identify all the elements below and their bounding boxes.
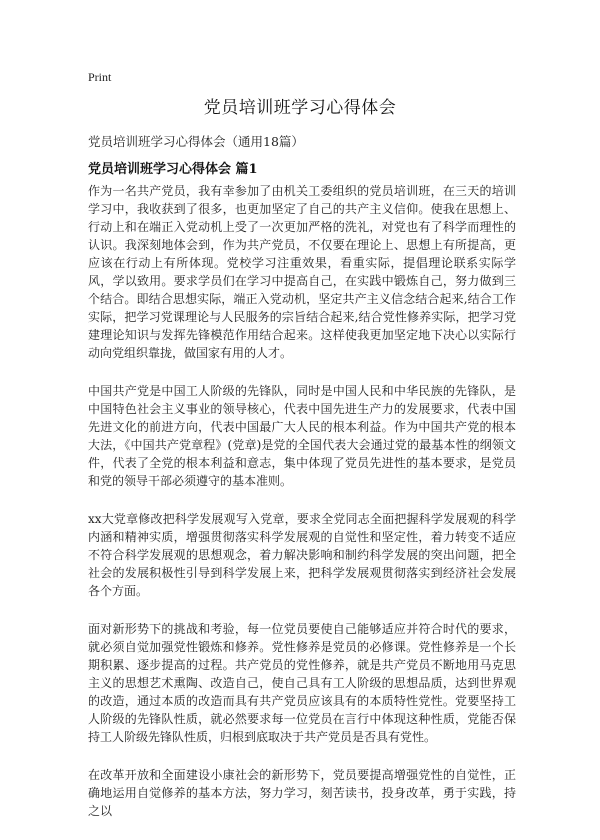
paragraph-2: 中国共产党是中国工人阶级的先锋队，同时是中国人民和中华民族的先锋队，是中国特色社会主义事业的领导核心，代表中国先进生产力的发展要求，代表中国先进文化的前进方向，代表中国最广大人民的根本利益。作为中国共产党的根本大法，《中国共产党章程》(党章)是党的全国代表大会通过党的最基本性的纲领文件，代表了全党的根本利益和意志，集中体现了党员先进性的基本要求，是党员和党的领导干部必须遵守的基本准则。 xyxy=(88,384,516,488)
section-heading: 党员培训班学习心得体会 篇1 xyxy=(88,162,258,177)
paragraph-1: 作为一名共产党员，我有幸参加了由机关工委组织的党员培训班，在三天的培训学习中，我收获到了很多，也更加坚定了自己的共产主义信仰。使我在思想上、行动上和在端正入党动机上受了一次更加严格的洗礼，对党也有了科学而理性的认识。我深刻地体会到，作为共产党员，不仅要在理论上、思想上有所提高，更应该在行动上有所体现。党校学习注重效果，看重实际，提倡理论联系实际学风，学以致用。要求学员们在学习中提高自己，在实践中锻炼自己，努力做到三个结合。即结合思想实际，端正入党动机，坚定共产主义信念结合起来,结合工作实际，把学习党课理论与人民服务的宗旨结合起来,结合党性修养实际，把学习党建理论知识与发挥先锋模范作用结合起来。这样使我更加坚定地下决心以实际行动向党组织靠拢，做国家有用的人才。 xyxy=(88,184,516,360)
document-body xyxy=(88,182,516,840)
paragraph-5: 在改革开放和全面建设小康社会的新形势下，党员要提高增强党性的自觉性，正确地运用自觉修养的基本方法，努力学习，刻苦读书，投身改革，勇于实践，持之以 xyxy=(88,768,516,818)
document-title: 党员培训班学习心得体会 xyxy=(203,98,397,118)
paragraph-3: xx大党章修改把科学发展观写入党章，要求全党同志全面把握科学发展观的科学内涵和精神实质，增强贯彻落实科学发展观的自觉性和坚定性，着力转变不适应不符合科学发展观的思想观念，着力解决影响和制约科学发展的突出问题，把全社会的发展积极性引导到科学发展上来，把科学发展观贯彻落实到经济社会发展各个方面。 xyxy=(88,512,516,598)
document-subtitle: 党员培训班学习心得体会（通用18篇） xyxy=(88,134,304,149)
print-link[interactable]: Print xyxy=(88,70,112,84)
paragraph-4: 面对新形势下的挑战和考验，每一位党员要使自己能够适应并符合时代的要求，就必须自觉加强党性锻炼和修养。党性修养是党员的必修课。党性修养是一个长期积累、逐步提高的过程。共产党员的党性修养，就是共产党员不断地用马克思主义的思想艺术熏陶、改造自己，使自己具有工人阶级的思想品质，达到世界观的改造，通过本质的改造而具有共产党员应该具有的本质特性党性。党要坚持工人阶级的先锋队性质，就必然要求每一位党员在言行中体现这种性质，党能否保持工人阶级先锋队性质，归根到底取决于共产党员是否具有党性。 xyxy=(88,622,516,744)
